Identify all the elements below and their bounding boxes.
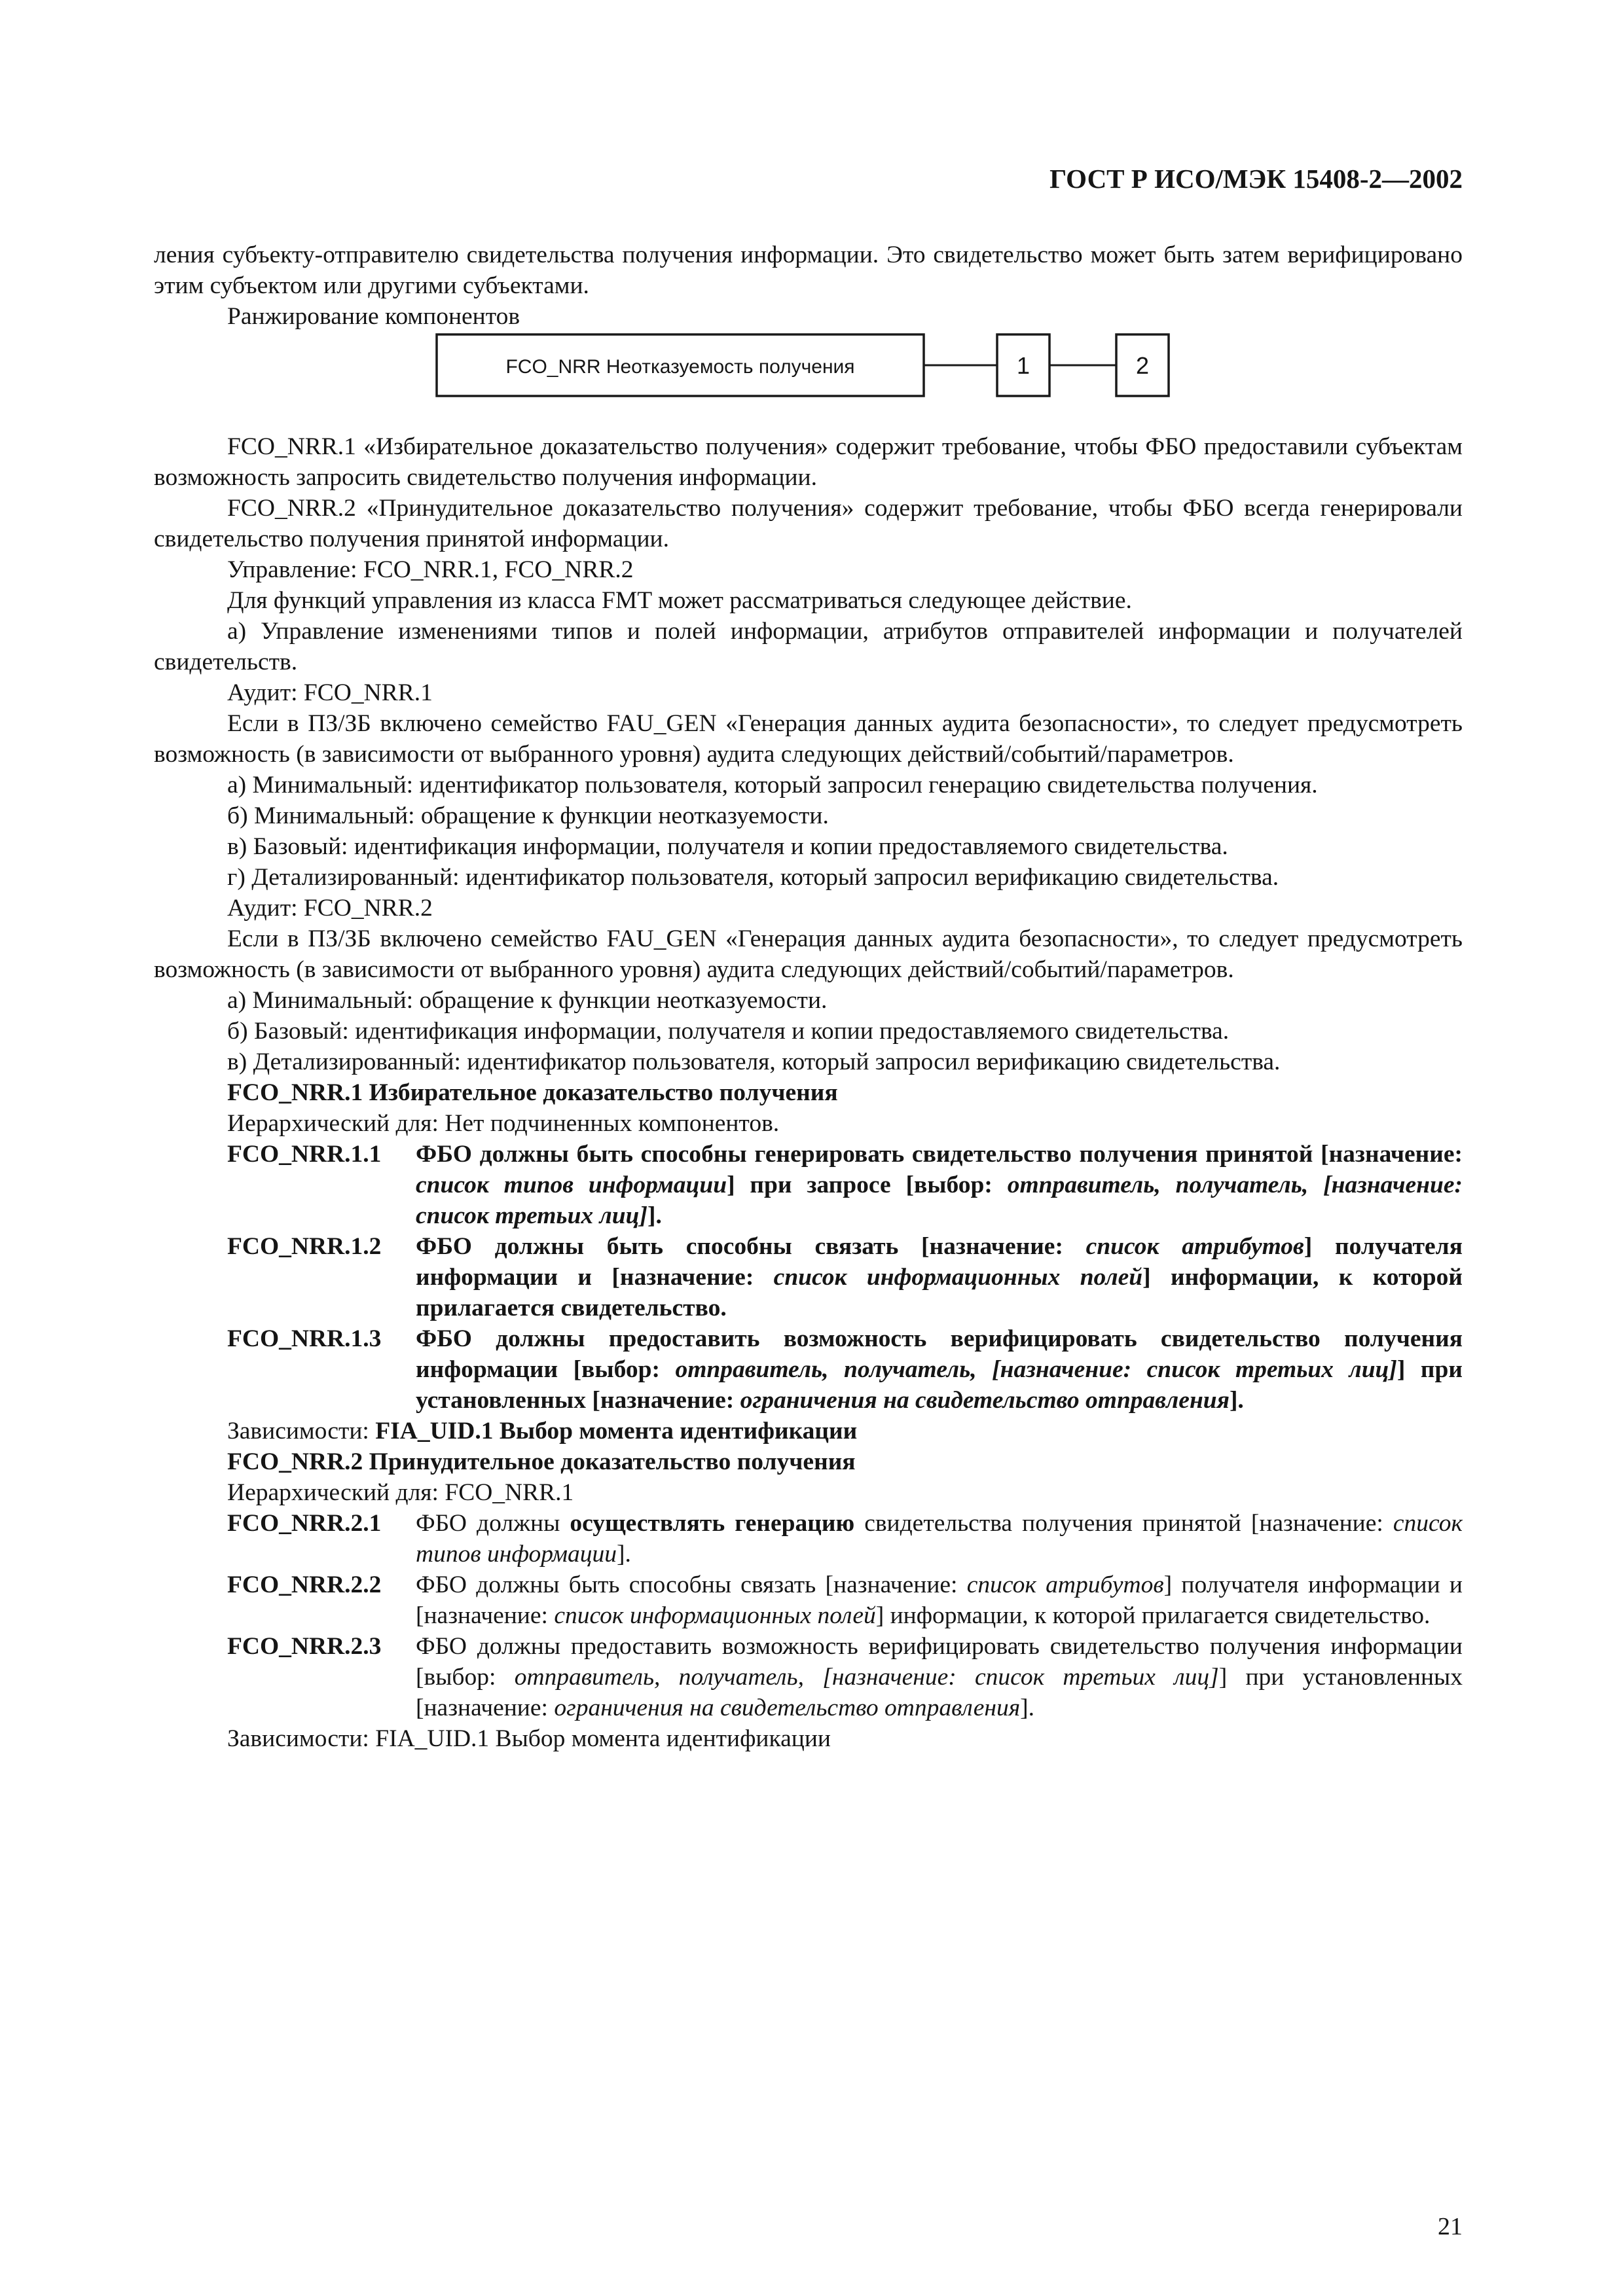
audit-nrr1-item: а) Минимальный: идентификатор пользователя, который запросил генерацию свидетельства получения.	[227, 772, 1318, 798]
intro-paragraph: ления субъекту-отправителю свидетельства получения информации. Это свидетельство может быть затем верифицировано этим субъектом или другими субъектами.	[154, 242, 1463, 299]
management-item-a: а) Управление изменениями типов и полей информации, атрибутов отправителей информации и получателей свидетельств.	[154, 618, 1463, 675]
audit-nrr1-label: Аудит: FCO_NRR.1	[227, 679, 433, 706]
audit-nrr2-item: б) Базовый: идентификация информации, получателя и копии предоставляемого свидетельства.	[227, 1018, 1230, 1045]
element-id: FCO_NRR.1.1	[227, 1141, 382, 1168]
nrr2-dependencies: Зависимости: FIA_UID.1 Выбор момента идентификации	[227, 1725, 831, 1752]
nrr2-description: FCO_NRR.2 «Принудительное доказательство получения» содержит требование, чтобы ФБО всегда генерировали свидетельство получения принятой информации.	[154, 495, 1463, 552]
audit-nrr2-text: Если в ПЗ/ЗБ включено семейство FAU_GEN «Генерация данных аудита безопасности», то следует предусмотреть возможность (в зависимости от выбранного уровня) аудита следующих действий/событий/параметров.	[154, 925, 1463, 983]
element-id: FCO_NRR.2.3	[227, 1633, 382, 1660]
nrr1-hierarchy: Иерархический для: Нет подчиненных компонентов.	[227, 1110, 780, 1137]
level-1-label: 1	[1016, 352, 1030, 379]
family-box-label: FCO_NRR Неотказуемость получения	[505, 356, 855, 378]
document-header: ГОСТ Р ИСО/МЭК 15408-2—2002	[1049, 164, 1463, 194]
nrr2-element-2: FCO_NRR.2.2 ФБО должны быть способны связать [назначение: список атрибутов] получателя информации и [назначение: список информационных полей] информации, к которой прилагается свидетельство.	[154, 1570, 1463, 1631]
nrr1-element-1: FCO_NRR.1.1 ФБО должны быть способны генерировать свидетельство получения принятой [назначение: список типов информации] при запросе [выбор: отправитель, получатель, [назначение: список третьих лиц]].	[154, 1139, 1463, 1231]
element-id: FCO_NRR.1.2	[227, 1233, 382, 1260]
element-id: FCO_NRR.2.1	[227, 1510, 382, 1537]
nrr1-description: FCO_NRR.1 «Избирательное доказательство получения» содержит требование, чтобы ФБО предоставили субъектам возможность запросить свидетельство получения информации.	[154, 433, 1463, 491]
nrr1-dependencies: Зависимости: FIA_UID.1 Выбор момента идентификации	[227, 1418, 858, 1444]
element-id: FCO_NRR.2.2	[227, 1571, 382, 1598]
ranking-diagram-svg	[154, 332, 1463, 431]
audit-nrr1-item: в) Базовый: идентификация информации, получателя и копии предоставляемого свидетельства.	[227, 833, 1228, 860]
nrr1-component-title: FCO_NRR.1 Избирательное доказательство получения	[227, 1079, 838, 1106]
audit-nrr2-item: а) Минимальный: обращение к функции неотказуемости.	[227, 987, 828, 1014]
level-2-label: 2	[1135, 352, 1150, 379]
audit-nrr2-item: в) Детализированный: идентификатор пользователя, который запросил верификацию свидетельства.	[227, 1049, 1281, 1075]
nrr1-element-2: FCO_NRR.1.2 ФБО должны быть способны связать [назначение: список атрибутов] получателя информации и [назначение: список информационных полей] информации, к которой прилагается свидетельство.	[154, 1231, 1463, 1323]
nrr2-element-3: FCO_NRR.2.3 ФБО должны предоставить возможность верифицировать свидетельство получения информации [выбор: отправитель, получатель, [назначение: список третьих лиц]] при установленных [назначение: ограничения на свидетельство отправления].	[154, 1631, 1463, 1723]
audit-nrr1-text: Если в ПЗ/ЗБ включено семейство FAU_GEN «Генерация данных аудита безопасности», то следует предусмотреть возможность (в зависимости от выбранного уровня) аудита следующих действий/событий/параметров.	[154, 710, 1463, 768]
nrr2-element-1: FCO_NRR.2.1 ФБО должны осуществлять генерацию свидетельства получения принятой [назначение: список типов информации].	[154, 1508, 1463, 1570]
nrr2-component-title: FCO_NRR.2 Принудительное доказательство получения	[227, 1448, 856, 1475]
element-id: FCO_NRR.1.3	[227, 1325, 382, 1352]
management-text: Для функций управления из класса FMT может рассматриваться следующее действие.	[227, 587, 1132, 614]
nrr2-hierarchy: Иерархический для: FCO_NRR.1	[227, 1479, 574, 1506]
audit-nrr1-item: б) Минимальный: обращение к функции неотказуемости.	[227, 802, 829, 829]
audit-nrr1-item: г) Детализированный: идентификатор пользователя, который запросил верификацию свидетельства.	[227, 864, 1279, 891]
management-label: Управление: FCO_NRR.1, FCO_NRR.2	[227, 556, 634, 583]
ranking-label: Ранжирование компонентов	[227, 303, 520, 330]
audit-nrr2-label: Аудит: FCO_NRR.2	[227, 895, 433, 922]
page-number: 21	[1438, 2213, 1463, 2240]
nrr1-element-3: FCO_NRR.1.3 ФБО должны предоставить возможность верифицировать свидетельство получения информации [выбор: отправитель, получатель, [назначение: список третьих лиц]] при установленных [назначение: ограничения на свидетельство отправления].	[154, 1323, 1463, 1416]
component-ranking-diagram	[154, 332, 1463, 431]
document-body	[154, 240, 1463, 1754]
